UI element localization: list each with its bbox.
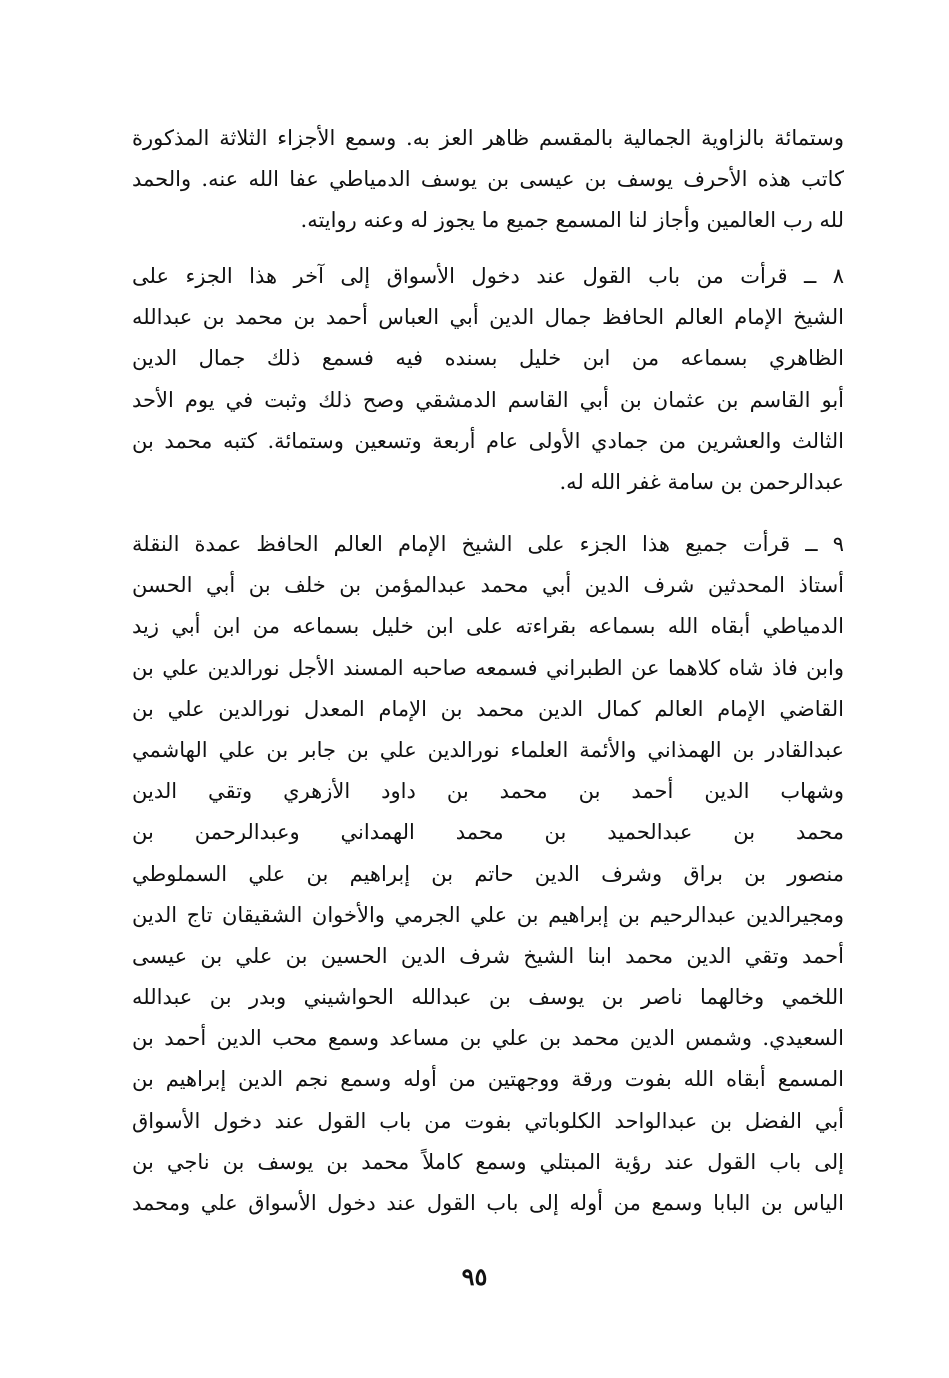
text-line: الثالث والعشرين من جمادي الأولى عام أربعة وتسعين وستمائة. كتبه محمد بن [132,428,844,453]
text-line: وابن فاذ شاه كلاهما عن الطبراني فسمعه صاحبه المسند الأجل نورالدين علي بن [132,655,844,680]
text-line: أبو القاسم بن عثمان بن أبي القاسم الدمشقي وصح ذلك وثبت في يوم الأحد [132,387,844,412]
text-line: منصور بن براق وشرف الدين حاتم بن إبراهيم بن علي السملوطي [132,861,844,886]
text-line: أستاذ المحدثين شرف الدين أبي محمد عبدالمؤمن بن خلف بن أبي الحسن [132,573,844,598]
text-line: الشيخ الإمام العالم الحافظ جمال الدين أبي العباس أحمد بن محمد بن عبدالله [132,305,844,330]
text-line: ٩ ــ قرأت جميع هذا الجزء على الشيخ الإمام العالم الحافظ عمدة النقلة [132,532,844,556]
text-line: ٨ ــ قرأت من باب القول عند دخول الأسواق إلى آخر هذا الجزء على [132,264,844,288]
text-line: القاضي الإمام العالم كمال الدين محمد بن الإمام المعدل نورالدين علي بن [132,696,844,721]
paragraph-8 [132,256,844,503]
text-line: كاتب هذه الأحرف يوسف بن عيسى بن يوسف الدمياطي عفا الله عنه. والحمد [132,167,844,192]
text-line: عبدالرحمن بن سامة غفر الله له. [559,469,844,494]
text-line: اللخمي وخالهما ناصر بن يوسف بن عبدالله الحواشيني وبدر بن عبدالله [132,985,844,1010]
text-line: الياس بن البابا وسمع من أوله إلى باب القول عند دخول الأسواق علي ومحمد [132,1191,844,1215]
paragraph-9 [132,524,844,1224]
text-line: لله رب العالمين وأجاز لنا المسمع جميع ما يجوز له وعنه روايته. [300,208,844,233]
text-line: وشهاب الدين أحمد بن محمد بن داود الأزهري وتقي الدين [132,779,844,804]
text-line: السعيدي. وشمس الدين محمد بن علي بن مساعد وسمع محب الدين أحمد بن [132,1026,844,1051]
text-line: أبي الفضل بن عبدالواحد الكلوباتي بفوت من باب القول عند دخول الأسواق [132,1108,844,1133]
text-line: إلى باب القول عند رؤية المبتلي وسمع كاملاً محمد بن يوسف بن ناجي بن [132,1149,844,1174]
text-line: عبدالقادر بن الهمذاني والأئمة العلماء نورالدين علي بن جابر بن علي الهاشمي [132,737,844,762]
paragraph-continuation [132,118,844,242]
text-line: محمد بن عبدالحميد بن محمد الهمداني وعبدالرحمن بن [132,820,844,845]
text-line: الظاهري بسماعه من ابن خليل بسنده فيه فسمع ذلك جمال الدين [132,346,844,371]
text-line: المسمع أبقاه الله بفوت ورقة ووجهتين من أوله وسمع نجم الدين إبراهيم بن [132,1067,844,1092]
text-line: وستمائة بالزاوية الجمالية بالمقسم ظاهر العز به. وسمع الأجزاء الثلاثة المذكورة [132,126,844,150]
page-number: ٩٥ [461,1262,488,1291]
text-line: الدمياطي أبقاه الله بسماعه بقراءته على ابن خليل بسماعه من ابن أبي زيد [132,614,844,639]
text-line: أحمد وتقي الدين محمد ابنا الشيخ شرف الدين الحسين بن علي بن عيسى [132,943,844,968]
text-line: ومجيرالدين عبدالرحيم بن إبراهيم بن علي الجرمي والأخوان الشقيقان تاج الدين [132,902,844,927]
